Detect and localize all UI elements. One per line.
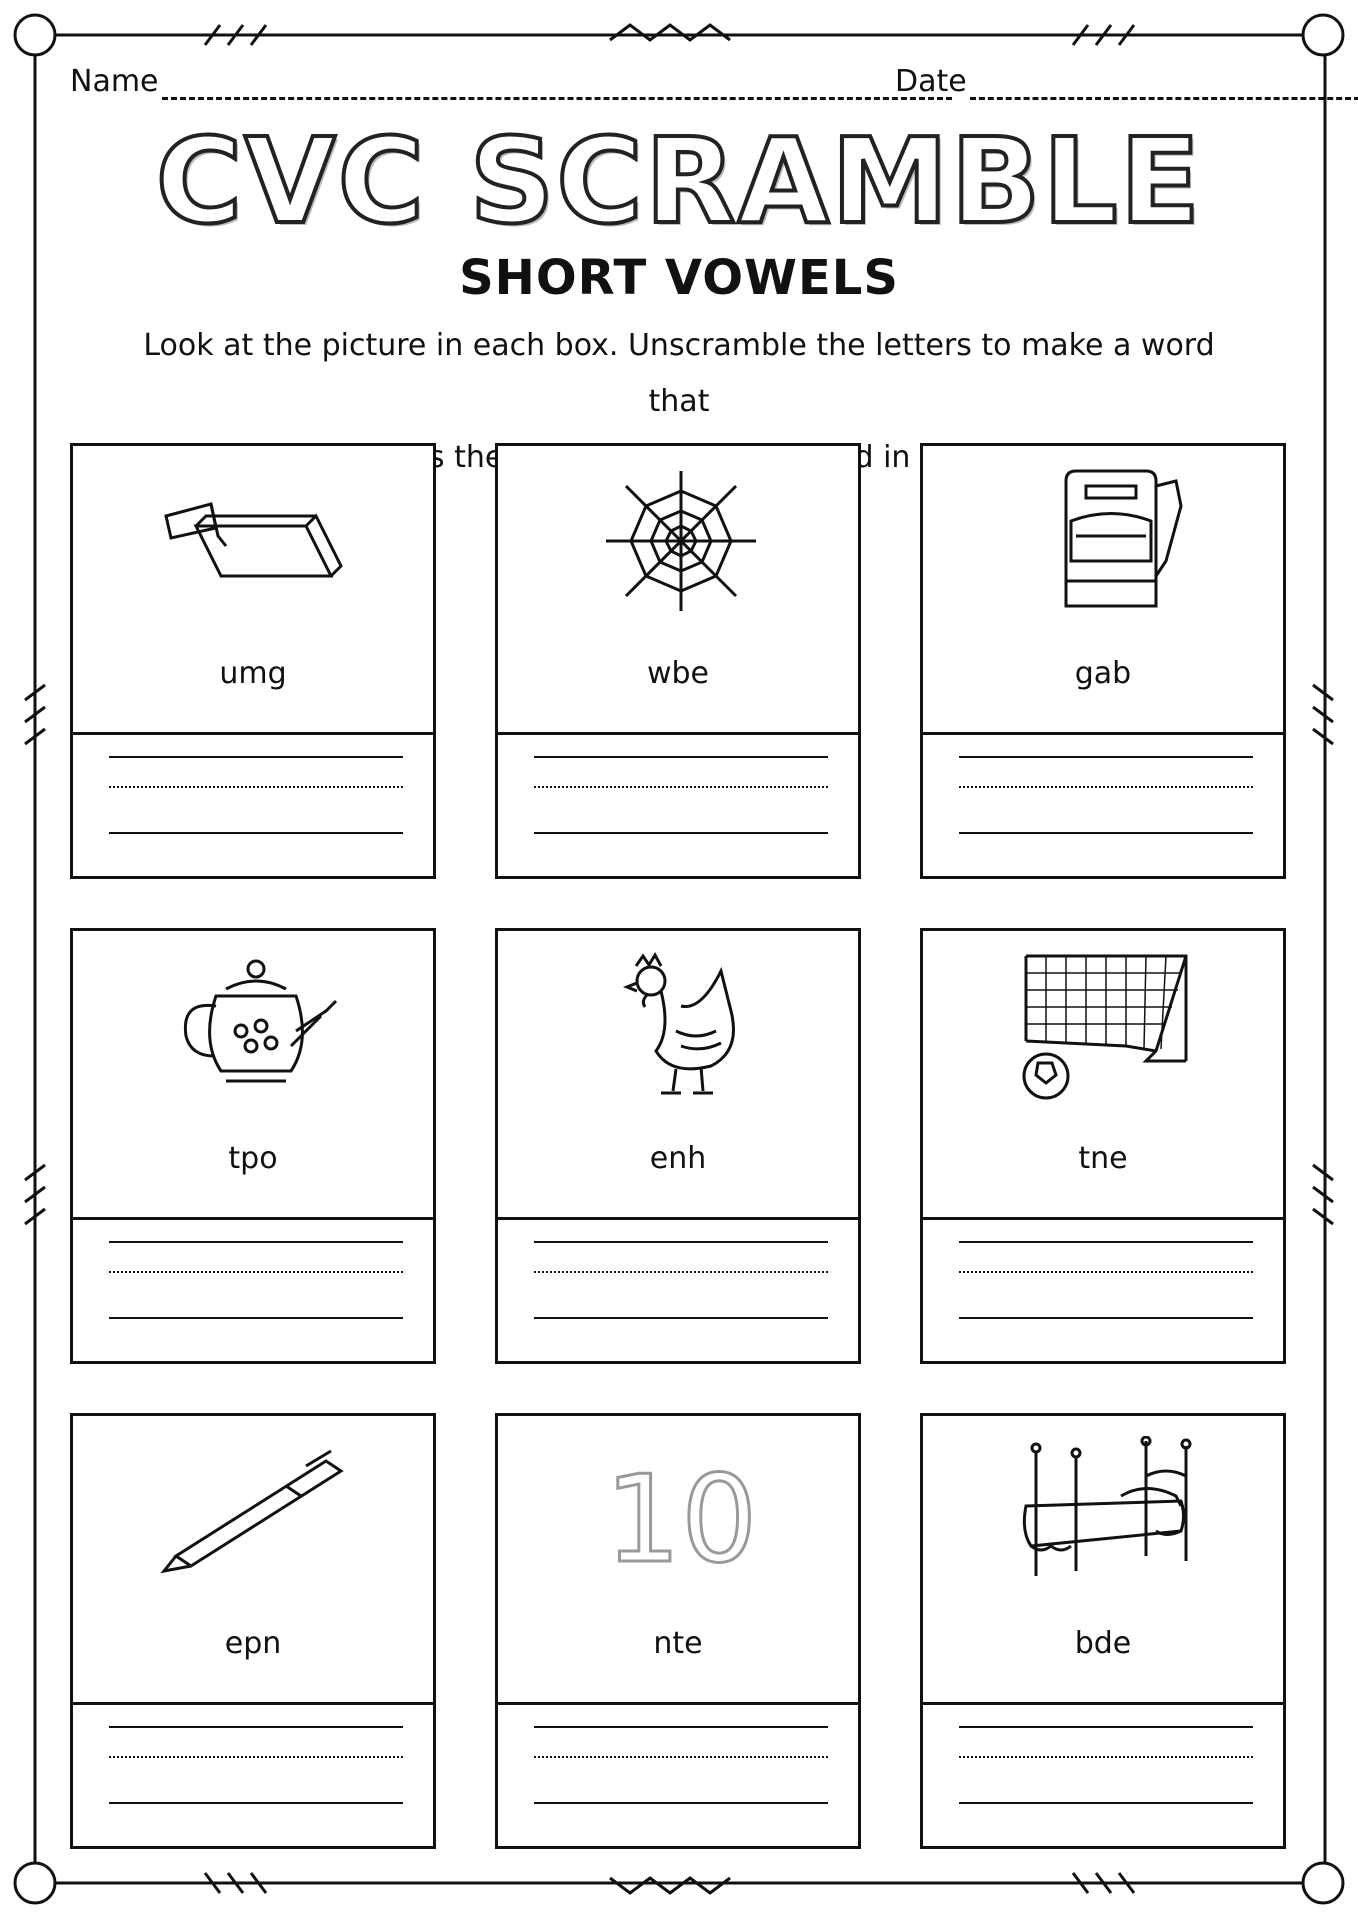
scrambled-word: gab	[1074, 656, 1132, 691]
writing-line-mid	[109, 786, 403, 788]
name-label: Name	[70, 64, 159, 99]
writing-line-top	[109, 1241, 403, 1243]
picture-panel	[73, 1416, 433, 1705]
hen-icon	[581, 951, 781, 1101]
word-card	[70, 928, 436, 1364]
scrambled-word: nte	[653, 1626, 703, 1661]
picture-panel	[498, 931, 858, 1220]
gum-icon	[156, 466, 356, 616]
scrambled-word: tpo	[228, 1141, 278, 1176]
writing-line-mid	[959, 1756, 1253, 1758]
picture-panel	[923, 931, 1283, 1220]
writing-line-mid	[959, 1271, 1253, 1273]
writing-line-base[interactable]	[959, 1802, 1253, 1804]
instructions-line-2: the in	[454, 440, 911, 475]
writing-line-mid	[109, 1271, 403, 1273]
writing-line-base[interactable]	[534, 832, 828, 834]
word-card	[495, 443, 861, 879]
picture-panel	[498, 446, 858, 735]
writing-line-base[interactable]	[109, 832, 403, 834]
scrambled-word: wbe	[646, 656, 710, 691]
writing-line-top	[534, 1726, 828, 1728]
date-label: Date	[895, 64, 967, 99]
writing-line-base[interactable]	[534, 1317, 828, 1319]
web-icon	[581, 466, 781, 616]
writing-line-mid	[534, 1271, 828, 1273]
name-date-row	[70, 64, 1290, 108]
writing-line-base[interactable]	[534, 1802, 828, 1804]
bed-icon	[1006, 1436, 1206, 1586]
ten-icon	[581, 1436, 781, 1586]
page-subtitle: SHORT VOWELS	[459, 250, 899, 306]
writing-line-top	[109, 1726, 403, 1728]
writing-line-mid	[534, 1756, 828, 1758]
page-title: CVC SCRAMBLE	[155, 112, 1203, 250]
picture-panel	[73, 446, 433, 735]
word-card	[920, 1413, 1286, 1849]
bag-icon	[1006, 466, 1206, 616]
scrambled-word: enh	[649, 1141, 707, 1176]
picture-panel	[73, 931, 433, 1220]
picture-panel	[923, 446, 1283, 735]
writing-line-top	[109, 756, 403, 758]
teapot-icon	[156, 951, 356, 1101]
scrambled-word: umg	[219, 656, 287, 691]
name-field[interactable]	[162, 97, 952, 100]
pen-icon	[156, 1436, 356, 1586]
writing-line-base[interactable]	[959, 832, 1253, 834]
writing-line-mid	[109, 1756, 403, 1758]
scrambled-word: epn	[224, 1626, 282, 1661]
writing-line-mid	[959, 786, 1253, 788]
writing-line-base[interactable]	[109, 1802, 403, 1804]
writing-line-top	[959, 1726, 1253, 1728]
writing-line-mid	[534, 786, 828, 788]
net-icon	[1006, 951, 1206, 1101]
writing-line-top	[959, 1241, 1253, 1243]
writing-line-top	[959, 756, 1253, 758]
word-card	[70, 443, 436, 879]
scrambled-word: bde	[1074, 1626, 1132, 1661]
word-card	[495, 1413, 861, 1849]
writing-line-base[interactable]	[109, 1317, 403, 1319]
ten-numeral: 10	[604, 1451, 758, 1586]
word-card	[920, 443, 1286, 879]
picture-panel	[498, 1416, 858, 1705]
word-card	[495, 928, 861, 1364]
word-card	[70, 1413, 436, 1849]
picture-panel	[923, 1416, 1283, 1705]
instructions-line-1: Look at the picture in each box. Unscramble the letters to make a word that	[143, 328, 1215, 419]
date-field[interactable]	[970, 97, 1358, 100]
scrambled-word: tne	[1078, 1141, 1128, 1176]
word-card	[920, 928, 1286, 1364]
writing-line-top	[534, 756, 828, 758]
writing-line-top	[534, 1241, 828, 1243]
writing-line-base[interactable]	[959, 1317, 1253, 1319]
